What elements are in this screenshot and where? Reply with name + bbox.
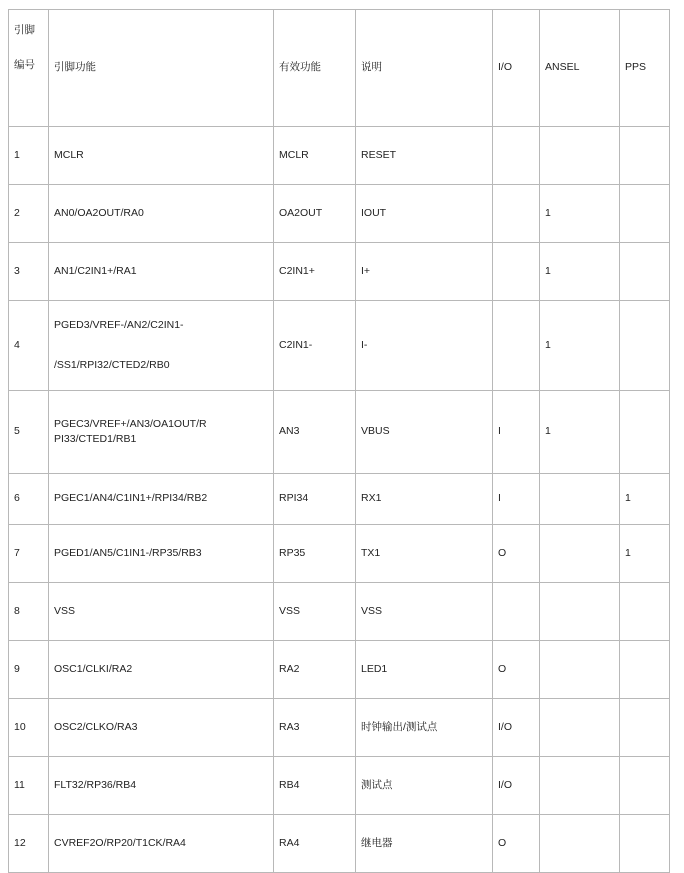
pin-function-line: PGEC3/VREF+/AN3/OA1OUT/R [54,418,207,431]
cell-pin-function [49,641,274,699]
cell-pin-function [49,243,274,301]
table-body [9,127,670,873]
cell-pps [620,243,670,301]
cell-pin-function [49,757,274,815]
cell-description: I- [356,301,493,391]
cell-ansel [540,815,620,873]
pin-function-line: AN1/C2IN1+/RA1 [54,264,137,277]
cell-io [493,127,540,185]
table-row [9,301,670,391]
cell-pin-number: 12 [9,815,49,873]
pin-function-line: VSS [54,604,76,617]
cell-pin-number: 5 [9,391,49,474]
cell-description: RESET [356,127,493,185]
cell-description: IOUT [356,185,493,243]
cell-description: TX1 [356,525,493,583]
cell-description: 继电器 [356,815,493,873]
cell-pin-function [49,185,274,243]
cell-ansel: 1 [540,185,620,243]
column-header-pin-number-line1: 引脚 [14,24,35,36]
pin-function-line: MCLR [54,148,84,161]
cell-pps: 1 [620,525,670,583]
cell-pps [620,757,670,815]
cell-ansel [540,641,620,699]
column-header-io: I/O [493,10,540,127]
cell-pin-function [49,474,274,525]
cell-active-function: RB4 [274,757,356,815]
cell-pin-number: 8 [9,583,49,641]
pin-function-line: CVREF2O/RP20/T1CK/RA4 [54,836,186,849]
cell-description: LED1 [356,641,493,699]
cell-io [493,243,540,301]
cell-pps [620,391,670,474]
cell-pps [620,641,670,699]
pin-function-line: AN0/OA2OUT/RA0 [54,206,144,219]
column-header-pps: PPS [620,10,670,127]
column-header-description: 说明 [356,10,493,127]
cell-pin-number: 6 [9,474,49,525]
cell-pin-number: 7 [9,525,49,583]
cell-active-function: RA2 [274,641,356,699]
column-header-pin-function: 引脚功能 [49,10,274,127]
cell-ansel [540,757,620,815]
cell-ansel: 1 [540,391,620,474]
cell-description: VBUS [356,391,493,474]
cell-pin-function [49,699,274,757]
cell-active-function: RA3 [274,699,356,757]
cell-io: I [493,391,540,474]
cell-pin-function [49,815,274,873]
cell-pin-function [49,583,274,641]
table-row [9,583,670,641]
table-row [9,127,670,185]
cell-description: 时钟输出/测试点 [356,699,493,757]
pin-function-line: OSC1/CLKI/RA2 [54,662,133,675]
cell-pps [620,127,670,185]
cell-io: I/O [493,757,540,815]
table-row [9,243,670,301]
cell-ansel: 1 [540,243,620,301]
pin-function-line: PGEC1/AN4/C1IN1+/RPI34/RB2 [54,492,208,505]
cell-active-function: C2IN1+ [274,243,356,301]
cell-active-function: C2IN1- [274,301,356,391]
pin-function-line: FLT32/RP36/RB4 [54,778,137,791]
cell-pin-number: 10 [9,699,49,757]
cell-pps [620,301,670,391]
table-row [9,185,670,243]
cell-ansel: 1 [540,301,620,391]
cell-description: RX1 [356,474,493,525]
table-header [9,10,670,127]
table-row [9,474,670,525]
pin-function-line: PI33/CTED1/RB1 [54,432,137,445]
pin-function-line: OSC2/CLKO/RA3 [54,720,138,733]
pin-function-line: PGED1/AN5/C1IN1-/RP35/RB3 [54,546,202,559]
cell-pps [620,699,670,757]
column-header-pin-number [9,10,49,127]
cell-pin-function [49,301,274,391]
cell-io: I [493,474,540,525]
column-header-active-function: 有效功能 [274,10,356,127]
table-row [9,641,670,699]
cell-pin-number: 9 [9,641,49,699]
table-row [9,391,670,474]
cell-pin-function [49,525,274,583]
cell-io [493,185,540,243]
pin-function-table [8,9,670,873]
cell-description: 测试点 [356,757,493,815]
cell-active-function: AN3 [274,391,356,474]
cell-io [493,301,540,391]
cell-pin-number: 4 [9,301,49,391]
cell-pps: 1 [620,474,670,525]
pin-function-line: /SS1/RPI32/CTED2/RB0 [54,358,170,371]
table-row [9,757,670,815]
column-header-pin-number-line2: 编号 [14,59,35,72]
cell-io: O [493,815,540,873]
table-row [9,815,670,873]
cell-pin-number: 2 [9,185,49,243]
cell-pin-number: 3 [9,243,49,301]
cell-active-function: RP35 [274,525,356,583]
cell-pin-number: 11 [9,757,49,815]
cell-io: O [493,525,540,583]
table-row [9,699,670,757]
cell-active-function: RA4 [274,815,356,873]
cell-io: I/O [493,699,540,757]
cell-ansel [540,525,620,583]
cell-description: VSS [356,583,493,641]
cell-ansel [540,583,620,641]
cell-io [493,583,540,641]
pin-function-line: PGED3/VREF-/AN2/C2IN1- [54,319,184,332]
header-row [9,10,670,127]
cell-pps [620,815,670,873]
cell-pps [620,583,670,641]
cell-ansel [540,127,620,185]
pin-function-table-container [8,9,669,873]
cell-io: O [493,641,540,699]
table-row [9,525,670,583]
column-header-ansel: ANSEL [540,10,620,127]
cell-ansel [540,699,620,757]
cell-pin-function [49,127,274,185]
cell-active-function: VSS [274,583,356,641]
cell-pin-function [49,391,274,474]
cell-pps [620,185,670,243]
cell-active-function: OA2OUT [274,185,356,243]
cell-active-function: RPI34 [274,474,356,525]
cell-active-function: MCLR [274,127,356,185]
cell-description: I+ [356,243,493,301]
cell-pin-number: 1 [9,127,49,185]
cell-ansel [540,474,620,525]
